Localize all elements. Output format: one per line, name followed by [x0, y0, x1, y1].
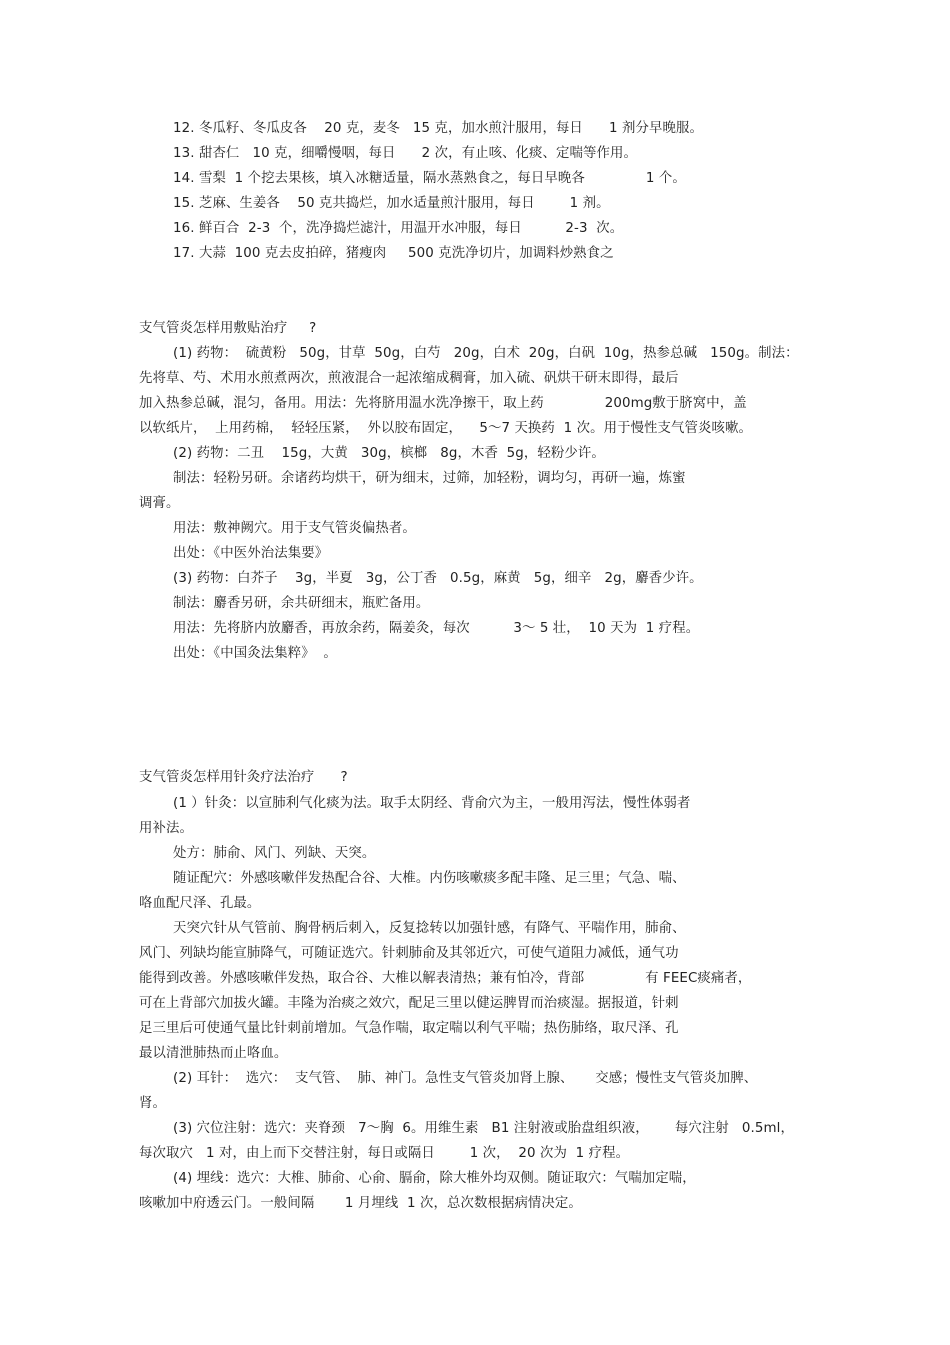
- paragraph-line: 处方：肺俞、风门、列缺、天突。: [173, 846, 376, 861]
- paragraph-line: 出处：《中国灸法集粹》 。: [173, 646, 337, 661]
- paragraph-line: 用法：先将脐内放麝香，再放余药，隔姜灸，每次 3～ 5 壮， 10 天为 1 疗程。: [173, 621, 700, 636]
- remedy-item: 12. 冬瓜籽、冬瓜皮各 20 克，麦冬 15 克，加水煎汁服用，每日 1 剂分早晚服。: [173, 121, 703, 136]
- paragraph-line: (3) 药物：白芥子 3g，半夏 3g，公丁香 0.5g，麻黄 5g，细辛 2g，麝香少许。: [173, 571, 703, 586]
- paragraph-line: 随证配穴：外感咳嗽伴发热配合谷、大椎。内伤咳嗽痰多配丰隆、足三里；气急、喘、: [173, 871, 686, 886]
- paragraph-line: 调膏。: [139, 496, 180, 511]
- paragraph-line: 能得到改善。外感咳嗽伴发热，取合谷、大椎以解表清热；兼有怕冷，背部 有 FEEC痰痛者，: [139, 971, 752, 986]
- paragraph-line: 咳嗽加中府透云门。一般间隔 1 月埋线 1 次，总次数根据病情决定。: [139, 1196, 582, 1211]
- paragraph-line: 每次取穴 1 对，由上而下交替注射，每日或隔日 1 次， 20 次为 1 疗程。: [139, 1146, 630, 1161]
- paragraph-line: 足三里后可使通气量比针刺前增加。气急作喘，取定喘以利气平喘；热伤肺络，取尺泽、孔: [139, 1021, 679, 1036]
- paragraph-line: 用补法。: [139, 821, 193, 836]
- section-heading-acupuncture: 支气管炎怎样用针灸疗法治疗 ?: [139, 770, 348, 785]
- paragraph-line: (2) 耳针： 选穴： 支气管、 肺、神门。急性支气管炎加肾上腺、 交感；慢性支气管炎加脾、: [173, 1071, 758, 1086]
- paragraph-line: 风门、列缺均能宣肺降气，可随证选穴。针刺肺俞及其邻近穴，可使气道阻力减低，通气功: [139, 946, 679, 961]
- remedy-item: 13. 甜杏仁 10 克，细嚼慢咽，每日 2 次，有止咳、化痰、定喘等作用。: [173, 146, 637, 161]
- paragraph-line: 先将草、芍、术用水煎煮两次，煎液混合一起浓缩成稠膏，加入硫、矾烘干研末即得，最后: [139, 371, 679, 386]
- remedy-item: 16. 鲜百合 2-3 个，洗净捣烂滤汁，用温开水冲服，每日 2-3 次。: [173, 221, 624, 236]
- paragraph-line: 用法：敷神阙穴。用于支气管炎偏热者。: [173, 521, 416, 536]
- paragraph-line: 最以清泄肺热而止咯血。: [139, 1046, 288, 1061]
- paragraph-line: 咯血配尺泽、孔最。: [139, 896, 261, 911]
- paragraph-line: (3) 穴位注射：选穴：夹脊颈 7～胸 6。用维生素 B1 注射液或胎盘组织液， 每穴注射 0.5ml，: [173, 1121, 794, 1136]
- paragraph-line: 可在上背部穴加拔火罐。丰隆为治痰之效穴，配足三里以健运脾胃而治痰湿。据报道，针刺: [139, 996, 679, 1011]
- paragraph-line: 以软纸片， 上用药棉， 轻轻压紧， 外以胶布固定， 5～7 天换药 1 次。用于慢性支气管炎咳嗽。: [139, 421, 752, 436]
- section-heading-poultice: 支气管炎怎样用敷贴治疗 ?: [139, 321, 317, 336]
- paragraph-line: 天突穴针从气管前、胸骨柄后刺入，反复捻转以加强针感，有降气、平喘作用，肺俞、: [173, 921, 686, 936]
- paragraph-line: 制法：轻粉另研。余诸药均烘干，研为细末，过筛，加轻粉，调均匀，再研一遍，炼蜜: [173, 471, 686, 486]
- paragraph-line: (4) 埋线：选穴：大椎、肺俞、心俞、膈俞，除大椎外均双侧。随证取穴：气喘加定喘，: [173, 1171, 696, 1186]
- paragraph-line: 出处：《中医外治法集要》: [173, 546, 329, 561]
- paragraph-line: 制法：麝香另研，余共研细末，瓶贮备用。: [173, 596, 430, 611]
- paragraph-line: (2) 药物：二丑 15g，大黄 30g，槟榔 8g，木香 5g，轻粉少许。: [173, 446, 605, 461]
- remedy-item: 14. 雪梨 1 个挖去果核，填入冰糖适量，隔水蒸熟食之，每日早晚各 1 个。: [173, 171, 686, 186]
- remedy-item: 15. 芝麻、生姜各 50 克共捣烂，加水适量煎汁服用，每日 1 剂。: [173, 196, 610, 211]
- paragraph-line: 肾。: [139, 1096, 166, 1111]
- paragraph-line: 加入热参总碱，混匀，备用。用法：先将脐用温水洗净擦干，取上药 200mg敷于脐窝中，盖: [139, 396, 747, 411]
- remedy-item: 17. 大蒜 100 克去皮拍碎，猪瘦肉 500 克洗净切片，加调料炒熟食之: [173, 246, 614, 261]
- paragraph-line: (1 ）针灸：以宣肺利气化痰为法。取手太阴经、背俞穴为主，一般用泻法，慢性体弱者: [173, 796, 691, 811]
- paragraph-line: (1) 药物： 硫黄粉 50g，甘草 50g，白芍 20g，白术 20g，白矾 10g，热参总碱 150g。制法：: [173, 346, 799, 361]
